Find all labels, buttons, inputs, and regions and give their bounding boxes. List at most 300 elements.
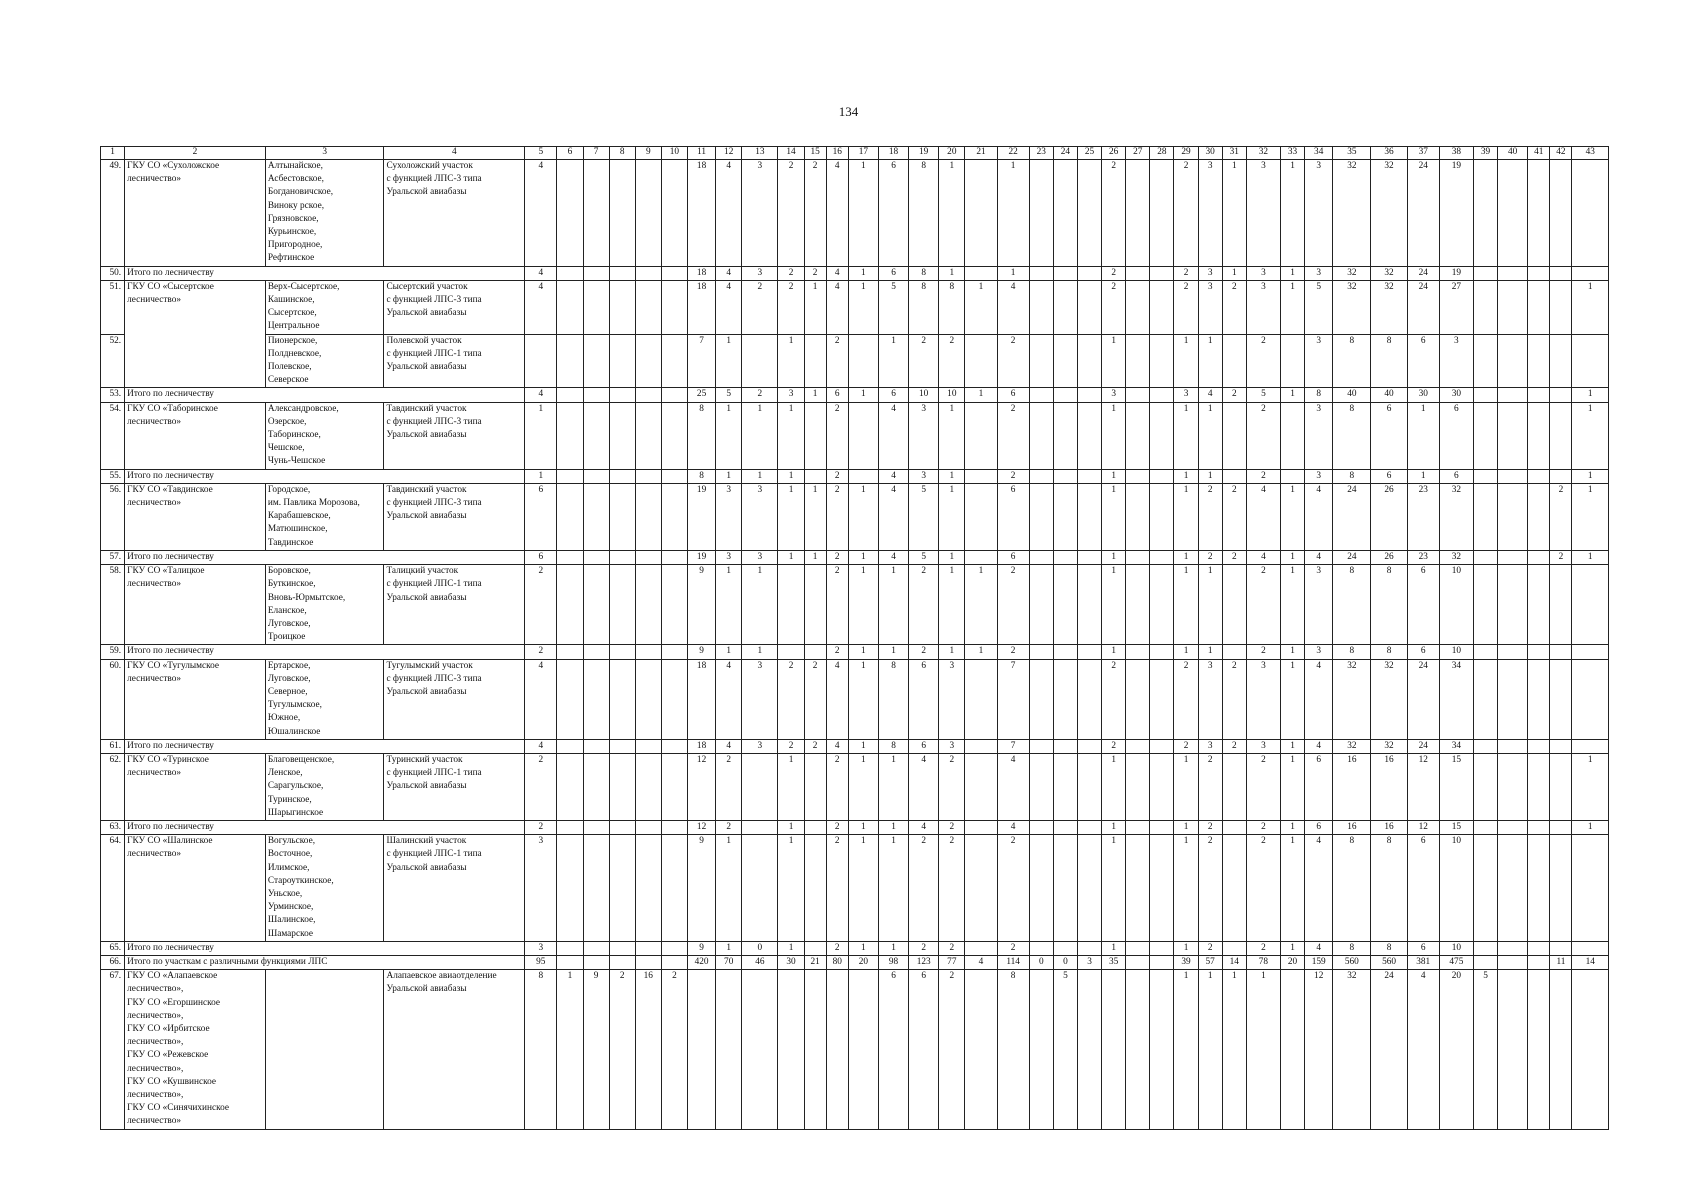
value-cell-14 [778, 565, 804, 645]
value-cell-10 [661, 753, 687, 820]
value-cell-34: 3 [1305, 402, 1333, 469]
value-cell-16: 4 [826, 280, 848, 334]
value-cell-23 [1029, 820, 1053, 834]
total-row [101, 955, 1609, 969]
table-row [101, 753, 1609, 820]
total-row [101, 941, 1609, 955]
value-cell-9 [635, 955, 661, 969]
value-cell-10 [661, 334, 687, 388]
value-cell-19: 10 [909, 388, 939, 402]
total-row [101, 388, 1609, 402]
value-cell-13: 3 [742, 266, 778, 280]
column-number: 30 [1198, 147, 1222, 160]
value-cell-18: 1 [878, 334, 908, 388]
value-cell-43 [1572, 266, 1609, 280]
value-cell-37: 30 [1407, 388, 1439, 402]
value-cell-27 [1126, 469, 1150, 483]
row-number: 61. [101, 739, 125, 753]
value-cell-15 [804, 402, 826, 469]
district-list: Благовещенское, Ленское, Сарагульское, Туринское, Шарыгинское [265, 753, 384, 820]
value-cell-6 [557, 280, 583, 334]
value-cell-9 [635, 753, 661, 820]
district-list: Пионерское, Полдневское, Полевское, Северское [265, 334, 384, 388]
value-cell-37: 6 [1407, 334, 1439, 388]
value-cell-21 [965, 970, 997, 1129]
value-cell-16: 6 [826, 388, 848, 402]
value-cell-31: 1 [1222, 266, 1246, 280]
value-cell-28 [1150, 402, 1174, 469]
column-number: 16 [826, 147, 848, 160]
value-cell-21: 1 [965, 388, 997, 402]
value-cell-21 [965, 941, 997, 955]
column-number: 39 [1473, 147, 1497, 160]
value-cell-7 [583, 469, 609, 483]
value-cell-41 [1528, 550, 1550, 564]
forestry-name: ГКУ СО «Тавдинское лесничество» [125, 483, 266, 550]
value-cell-22: 2 [997, 334, 1029, 388]
value-cell-37: 24 [1407, 659, 1439, 739]
value-cell-19: 2 [909, 334, 939, 388]
value-cell-6 [557, 739, 583, 753]
value-cell-7 [583, 402, 609, 469]
value-cell-17 [848, 469, 878, 483]
value-cell-14: 1 [778, 820, 804, 834]
value-cell-38: 6 [1439, 469, 1473, 483]
value-cell-14: 2 [778, 659, 804, 739]
column-number: 40 [1498, 147, 1528, 160]
value-cell-36: 40 [1371, 388, 1407, 402]
value-cell-9 [635, 280, 661, 334]
value-cell-34: 3 [1305, 334, 1333, 388]
value-cell-24 [1053, 388, 1077, 402]
value-cell-5: 1 [525, 469, 557, 483]
value-cell-5 [525, 334, 557, 388]
value-cell-14 [778, 970, 804, 1129]
value-cell-6 [557, 955, 583, 969]
value-cell-36: 24 [1371, 970, 1407, 1129]
value-cell-11: 18 [688, 659, 716, 739]
value-cell-23: 0 [1029, 955, 1053, 969]
value-cell-23 [1029, 483, 1053, 550]
value-cell-11: 18 [688, 739, 716, 753]
value-cell-23 [1029, 402, 1053, 469]
column-number: 22 [997, 147, 1029, 160]
value-cell-13: 1 [742, 645, 778, 659]
value-cell-36: 26 [1371, 483, 1407, 550]
value-cell-36: 8 [1371, 565, 1407, 645]
value-cell-29: 1 [1174, 820, 1198, 834]
value-cell-31: 14 [1222, 955, 1246, 969]
value-cell-24: 5 [1053, 970, 1077, 1129]
forestry-name: ГКУ СО «Сухоложское лесничество» [125, 160, 266, 267]
value-cell-20: 1 [939, 402, 965, 469]
value-cell-22: 1 [997, 160, 1029, 267]
value-cell-42: 2 [1550, 550, 1572, 564]
column-number: 1 [101, 147, 125, 160]
value-cell-25 [1077, 469, 1101, 483]
value-cell-10 [661, 280, 687, 334]
value-cell-31 [1222, 820, 1246, 834]
value-cell-14: 2 [778, 266, 804, 280]
value-cell-34: 12 [1305, 970, 1333, 1129]
value-cell-18: 4 [878, 402, 908, 469]
value-cell-26: 1 [1102, 483, 1126, 550]
column-number: 11 [688, 147, 716, 160]
value-cell-10 [661, 820, 687, 834]
value-cell-16: 2 [826, 565, 848, 645]
row-number: 59. [101, 645, 125, 659]
forestry-name: ГКУ СО «Шалинское лесничество» [125, 835, 266, 942]
value-cell-21 [965, 550, 997, 564]
value-cell-26: 1 [1102, 645, 1126, 659]
column-number: 32 [1246, 147, 1280, 160]
value-cell-39 [1473, 645, 1497, 659]
value-cell-19: 123 [909, 955, 939, 969]
value-cell-13: 0 [742, 941, 778, 955]
value-cell-43: 1 [1572, 483, 1609, 550]
value-cell-42: 11 [1550, 955, 1572, 969]
value-cell-30: 1 [1198, 402, 1222, 469]
value-cell-19: 3 [909, 469, 939, 483]
value-cell-40 [1498, 820, 1528, 834]
value-cell-38: 20 [1439, 970, 1473, 1129]
value-cell-35: 8 [1333, 565, 1371, 645]
column-number: 43 [1572, 147, 1609, 160]
site-name: Талицкий участок с функцией ЛПС-1 типа Уральской авиабазы [384, 565, 525, 645]
value-cell-38: 34 [1439, 739, 1473, 753]
value-cell-8 [609, 483, 635, 550]
value-cell-21 [965, 753, 997, 820]
value-cell-16: 2 [826, 469, 848, 483]
value-cell-20: 2 [939, 753, 965, 820]
value-cell-34: 3 [1305, 645, 1333, 659]
value-cell-20: 3 [939, 739, 965, 753]
value-cell-13 [742, 835, 778, 942]
value-cell-17: 1 [848, 280, 878, 334]
value-cell-31: 2 [1222, 550, 1246, 564]
column-number: 19 [909, 147, 939, 160]
value-cell-38: 10 [1439, 835, 1473, 942]
value-cell-9 [635, 388, 661, 402]
value-cell-13 [742, 820, 778, 834]
value-cell-21: 1 [965, 280, 997, 334]
column-number: 34 [1305, 147, 1333, 160]
value-cell-17: 1 [848, 941, 878, 955]
value-cell-30: 1 [1198, 334, 1222, 388]
value-cell-31 [1222, 402, 1246, 469]
value-cell-41 [1528, 645, 1550, 659]
value-cell-41 [1528, 388, 1550, 402]
value-cell-12: 1 [716, 565, 742, 645]
value-cell-43: 1 [1572, 469, 1609, 483]
table-row [101, 659, 1609, 739]
total-label: Итого по лесничеству [125, 266, 525, 280]
value-cell-33: 1 [1281, 820, 1305, 834]
column-number: 35 [1333, 147, 1371, 160]
site-name: Туринский участок с функцией ЛПС-1 типа Уральской авиабазы [384, 753, 525, 820]
value-cell-42 [1550, 970, 1572, 1129]
value-cell-18: 6 [878, 388, 908, 402]
value-cell-6 [557, 388, 583, 402]
site-name: Сысертский участок с функцией ЛПС-3 типа Уральской авиабазы [384, 280, 525, 334]
value-cell-33: 1 [1281, 160, 1305, 267]
value-cell-10 [661, 388, 687, 402]
value-cell-16: 2 [826, 941, 848, 955]
value-cell-30: 1 [1198, 645, 1222, 659]
value-cell-17: 1 [848, 835, 878, 942]
value-cell-18: 8 [878, 659, 908, 739]
column-number: 41 [1528, 147, 1550, 160]
column-number-row [101, 147, 1609, 160]
value-cell-15 [804, 941, 826, 955]
value-cell-43 [1572, 334, 1609, 388]
value-cell-41 [1528, 469, 1550, 483]
forestry-name: ГКУ СО «Алапаевское лесничество», ГКУ СО «Егоршинское лесничество», ГКУ СО «Ирбитское лесничество», ГКУ СО «Режевское лесничество», ГКУ СО «Кушвинское лесничество», ГКУ СО «Синячихинское лесничество» [125, 970, 266, 1129]
value-cell-40 [1498, 388, 1528, 402]
value-cell-21: 1 [965, 565, 997, 645]
value-cell-18: 5 [878, 280, 908, 334]
site-name: Тавдинский участок с функцией ЛПС-3 типа Уральской авиабазы [384, 483, 525, 550]
value-cell-29: 1 [1174, 565, 1198, 645]
value-cell-11: 8 [688, 469, 716, 483]
table-row [101, 483, 1609, 550]
value-cell-28 [1150, 334, 1174, 388]
value-cell-37: 24 [1407, 160, 1439, 267]
column-number: 24 [1053, 147, 1077, 160]
value-cell-32: 4 [1246, 483, 1280, 550]
value-cell-14: 2 [778, 160, 804, 267]
value-cell-15: 1 [804, 550, 826, 564]
value-cell-41 [1528, 565, 1550, 645]
value-cell-30: 4 [1198, 388, 1222, 402]
value-cell-10 [661, 955, 687, 969]
value-cell-31 [1222, 753, 1246, 820]
value-cell-11: 12 [688, 753, 716, 820]
value-cell-25 [1077, 160, 1101, 267]
value-cell-14: 1 [778, 753, 804, 820]
value-cell-28 [1150, 388, 1174, 402]
value-cell-43 [1572, 835, 1609, 942]
value-cell-16: 80 [826, 955, 848, 969]
value-cell-38: 34 [1439, 659, 1473, 739]
value-cell-24 [1053, 659, 1077, 739]
value-cell-33: 1 [1281, 835, 1305, 942]
value-cell-6 [557, 753, 583, 820]
value-cell-32: 2 [1246, 565, 1280, 645]
value-cell-24 [1053, 160, 1077, 267]
value-cell-15: 1 [804, 483, 826, 550]
value-cell-34: 3 [1305, 266, 1333, 280]
column-number: 20 [939, 147, 965, 160]
value-cell-32: 5 [1246, 388, 1280, 402]
value-cell-35: 32 [1333, 659, 1371, 739]
total-label: Итого по лесничеству [125, 820, 525, 834]
value-cell-33 [1281, 402, 1305, 469]
value-cell-9 [635, 469, 661, 483]
value-cell-13: 3 [742, 160, 778, 267]
column-number: 36 [1371, 147, 1407, 160]
value-cell-22: 7 [997, 739, 1029, 753]
column-number: 37 [1407, 147, 1439, 160]
value-cell-36: 8 [1371, 941, 1407, 955]
value-cell-37: 23 [1407, 550, 1439, 564]
value-cell-6 [557, 550, 583, 564]
value-cell-35: 40 [1333, 388, 1371, 402]
column-number: 15 [804, 147, 826, 160]
value-cell-9 [635, 820, 661, 834]
value-cell-6 [557, 820, 583, 834]
value-cell-15: 2 [804, 160, 826, 267]
value-cell-29: 1 [1174, 334, 1198, 388]
value-cell-5: 3 [525, 835, 557, 942]
value-cell-20: 10 [939, 388, 965, 402]
value-cell-8: 2 [609, 970, 635, 1129]
value-cell-11: 18 [688, 160, 716, 267]
value-cell-27 [1126, 941, 1150, 955]
value-cell-34: 4 [1305, 659, 1333, 739]
value-cell-5: 6 [525, 550, 557, 564]
value-cell-10: 2 [661, 970, 687, 1129]
value-cell-5: 4 [525, 160, 557, 267]
value-cell-23 [1029, 280, 1053, 334]
value-cell-40 [1498, 835, 1528, 942]
value-cell-8 [609, 941, 635, 955]
value-cell-37: 24 [1407, 280, 1439, 334]
value-cell-17: 1 [848, 820, 878, 834]
value-cell-26: 2 [1102, 280, 1126, 334]
value-cell-12: 3 [716, 483, 742, 550]
value-cell-10 [661, 550, 687, 564]
value-cell-37: 24 [1407, 266, 1439, 280]
value-cell-33 [1281, 334, 1305, 388]
value-cell-7 [583, 160, 609, 267]
value-cell-23 [1029, 266, 1053, 280]
row-number: 57. [101, 550, 125, 564]
value-cell-31 [1222, 334, 1246, 388]
value-cell-7 [583, 645, 609, 659]
value-cell-26: 2 [1102, 160, 1126, 267]
value-cell-39 [1473, 565, 1497, 645]
value-cell-21 [965, 835, 997, 942]
value-cell-23 [1029, 565, 1053, 645]
value-cell-28 [1150, 565, 1174, 645]
value-cell-42 [1550, 659, 1572, 739]
value-cell-42 [1550, 280, 1572, 334]
value-cell-6 [557, 402, 583, 469]
value-cell-42 [1550, 402, 1572, 469]
value-cell-14: 30 [778, 955, 804, 969]
value-cell-20: 1 [939, 160, 965, 267]
value-cell-39 [1473, 550, 1497, 564]
value-cell-33: 1 [1281, 280, 1305, 334]
value-cell-40 [1498, 955, 1528, 969]
value-cell-13: 1 [742, 402, 778, 469]
value-cell-14: 1 [778, 835, 804, 942]
value-cell-22: 2 [997, 645, 1029, 659]
value-cell-32: 2 [1246, 753, 1280, 820]
forestry-name: ГКУ СО «Тугулымское лесничество» [125, 659, 266, 739]
value-cell-36: 6 [1371, 402, 1407, 469]
value-cell-24 [1053, 550, 1077, 564]
column-number: 4 [384, 147, 525, 160]
value-cell-9: 16 [635, 970, 661, 1129]
value-cell-37: 6 [1407, 565, 1439, 645]
value-cell-17: 1 [848, 659, 878, 739]
value-cell-21 [965, 160, 997, 267]
column-number: 14 [778, 147, 804, 160]
value-cell-25 [1077, 402, 1101, 469]
value-cell-12: 4 [716, 266, 742, 280]
value-cell-25 [1077, 970, 1101, 1129]
value-cell-23 [1029, 160, 1053, 267]
value-cell-38: 10 [1439, 645, 1473, 659]
value-cell-42 [1550, 160, 1572, 267]
value-cell-40 [1498, 280, 1528, 334]
value-cell-31: 2 [1222, 388, 1246, 402]
district-list: Верх-Сысертское, Кашинское, Сысертское, Центральное [265, 280, 384, 334]
value-cell-15 [804, 334, 826, 388]
table-row [101, 160, 1609, 267]
value-cell-22: 8 [997, 970, 1029, 1129]
value-cell-43 [1572, 160, 1609, 267]
value-cell-27 [1126, 645, 1150, 659]
value-cell-27 [1126, 739, 1150, 753]
column-number: 6 [557, 147, 583, 160]
value-cell-43 [1572, 645, 1609, 659]
value-cell-36: 6 [1371, 469, 1407, 483]
value-cell-7 [583, 659, 609, 739]
value-cell-30: 57 [1198, 955, 1222, 969]
column-number: 3 [265, 147, 384, 160]
value-cell-34: 159 [1305, 955, 1333, 969]
value-cell-38: 27 [1439, 280, 1473, 334]
value-cell-12: 1 [716, 645, 742, 659]
value-cell-17 [848, 970, 878, 1129]
value-cell-38: 3 [1439, 334, 1473, 388]
value-cell-22: 2 [997, 941, 1029, 955]
value-cell-42 [1550, 739, 1572, 753]
value-cell-41 [1528, 820, 1550, 834]
value-cell-29: 2 [1174, 739, 1198, 753]
value-cell-33: 1 [1281, 753, 1305, 820]
value-cell-9 [635, 941, 661, 955]
value-cell-19: 6 [909, 970, 939, 1129]
value-cell-16: 4 [826, 739, 848, 753]
value-cell-34: 6 [1305, 753, 1333, 820]
value-cell-13: 3 [742, 550, 778, 564]
value-cell-24 [1053, 941, 1077, 955]
value-cell-30: 2 [1198, 753, 1222, 820]
value-cell-22: 2 [997, 565, 1029, 645]
value-cell-19: 8 [909, 160, 939, 267]
value-cell-41 [1528, 970, 1550, 1129]
value-cell-8 [609, 550, 635, 564]
value-cell-34: 4 [1305, 835, 1333, 942]
site-name: Алапаевское авиаотделение Уральской авиабазы [384, 970, 525, 1129]
value-cell-25 [1077, 941, 1101, 955]
value-cell-10 [661, 659, 687, 739]
value-cell-26: 2 [1102, 739, 1126, 753]
value-cell-40 [1498, 334, 1528, 388]
value-cell-40 [1498, 753, 1528, 820]
value-cell-26: 1 [1102, 820, 1126, 834]
value-cell-34: 6 [1305, 820, 1333, 834]
value-cell-21: 4 [965, 955, 997, 969]
row-number: 52. [101, 334, 125, 388]
value-cell-36: 16 [1371, 820, 1407, 834]
value-cell-27 [1126, 402, 1150, 469]
value-cell-39 [1473, 483, 1497, 550]
